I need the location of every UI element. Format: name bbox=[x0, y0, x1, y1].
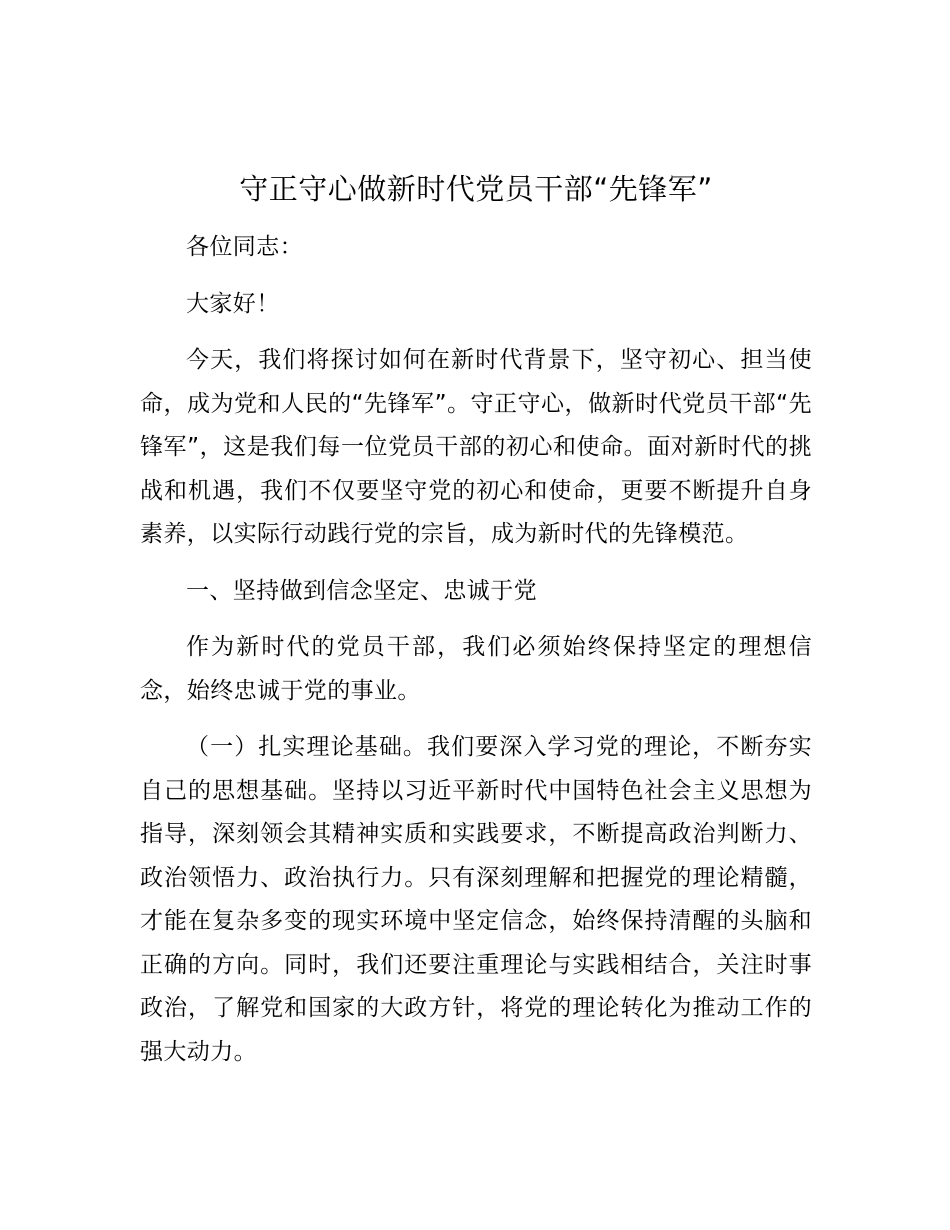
subsection-1-paragraph: （一）扎实理论基础。我们要深入学习党的理论，不断夯实自己的思想基础。坚持以习近平新时代中国特色社会主义思想为指导，深刻领会其精神实质和实践要求，不断提高政治判断力、政治领悟力、政治执行力。只有深刻理解和把握党的理论精髓，才能在复杂多变的现实环境中坚定信念，始终保持清醒的头脑和正确的方向。同时，我们还要注重理论与实践相结合，关注时事政治，了解党和国家的大政方针，将党的理论转化为推动工作的强大动力。 bbox=[140, 734, 812, 1065]
document-body bbox=[140, 165, 812, 1087]
section-1-paragraph: 作为新时代的党员干部，我们必须始终保持坚定的理想信念，始终忠诚于党的事业。 bbox=[140, 634, 812, 704]
salutation: 各位同志： bbox=[186, 234, 303, 260]
intro-paragraph: 今天，我们将探讨如何在新时代背景下，坚守初心、担当使命，成为党和人民的“先锋军”。守正守心，做新时代党员干部“先锋军”，这是我们每一位党员干部的初心和使命。面对新时代的挑战和机遇，我们不仅要坚守党的初心和使命，更要不断提升自身素养，以实际行动践行党的宗旨，成为新时代的先锋模范。 bbox=[140, 347, 812, 547]
section-heading-1: 一、坚持做到信念坚定、忠诚于党 bbox=[186, 577, 537, 604]
document-title: 守正守心做新时代党员干部“先锋军” bbox=[239, 172, 713, 206]
greeting: 大家好！ bbox=[186, 290, 280, 317]
